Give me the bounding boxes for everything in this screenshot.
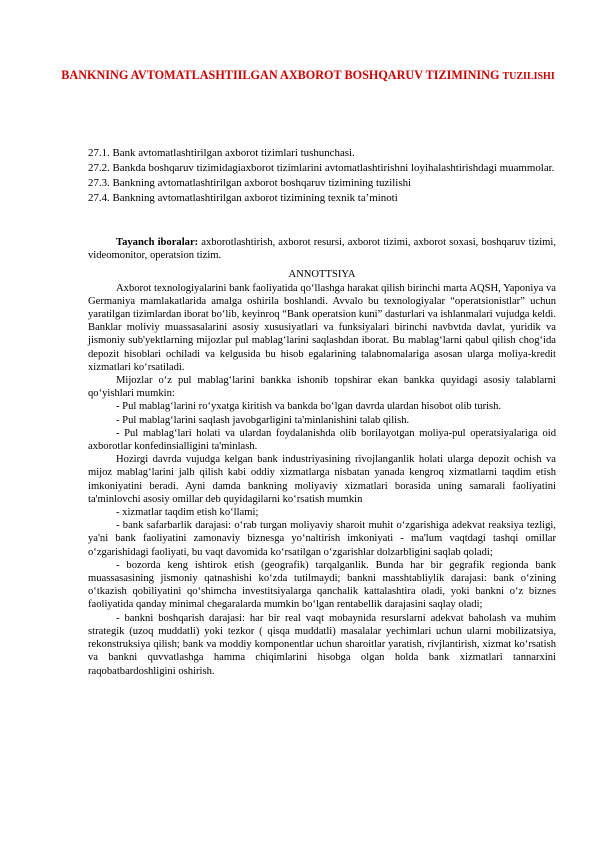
list-item: - bankni boshqarish darajasi: har bir real vaqt mobaynida resurslarni adekvat baholash va muhim strategik (uzoq muddatli) yoki tezkor ( qisqa muddatli) masalalar yechimlari uchun ularni mobilizatsiya, rekonstruksiya qilish; bank va moddiy komponentlar uchun sharoitlar yaratish, rivjlantirish, xizmat ko‘rsatish va bankni quvvatlashga hamma chiqimlarini hisobga olgan holda bank xizmatlari tannarxini raqobatbardoshligini oshirish.: [88, 612, 556, 677]
list-item: - xizmatlar taqdim etish ko‘llami;: [116, 507, 259, 519]
list-item: - bozorda keng ishtirok etish (geografik) tarqalganlik. Bunda har bir gegrafik regionda bank muassasasining jismoniy qatnashishi ko‘zda tutilmaydi; bankni masshtabliylik darajasi: bank o‘zining o‘tkazish qobiliyatini qo‘shimcha investitsiyalarga qanchalik kattalashtira oladi, yoki bankni o‘z biznes faoliyatida qanday minimal chegaralarda mumkin bo‘lgan rentabellik darajasini saqlay oladi;: [88, 559, 556, 611]
list-item: - Pul mablag‘lari holati va ulardan foydalanishda olib borilayotgan moliya-pul operatsiyalariga oid axborotlar konfedinsialligini ta'minlash.: [88, 427, 556, 453]
toc-item: 27.1. Bank avtomatlashtirilgan axborot tizimlari tushunchasi.: [88, 147, 355, 159]
toc-item: 27.3. Bankning avtomatlashtirilgan axborot boshqaruv tizimining tuzilishi: [88, 177, 412, 189]
paragraph: Axborot texnologiyalarini bank faoliyatida qo‘llashga harakat qilish birinchi marta AQSH, Yaponiya va Germaniya mamlakatlarida amalga oshirila boshlandi. Avvalo bu texnologiyalar “operatsionistlar” uchun yaratilgan tizimlardan iborat bo‘lib, keyinroq “Bank operatsion kuni” dasturlari va ishlanmalari vujudga keldi. Banklar moliviy muassasalarini asosiy xususiyatlari va funksiyalari birinchi navbvtda davlat, yuridik va jismoniy sub'yektlarning mijozlar pul mablag‘larini saqlashdan iborat. Bu mablag‘larni qabul qilish chog‘ida depozit hisoblari ochiladi va kelgusida bu hisob egalarining talabnomalariga asosan ularga moliya-kredit xizmatlari ko‘rsatiladi.: [88, 282, 556, 373]
table-of-contents: [88, 146, 556, 206]
list-item: - bank safarbarlik darajasi: o‘rab turgan moliyaviy sharoit muhit o‘zgarishiga adekvat reaksiya tezligi, ya'ni bank faoliyatini zamonaviy biznesga yo‘naltirish imkoniyati - ma'lum vaqtdagi tashqi omillar o‘zgarishidagi faoliyati, bu vaqt davomida ko‘rsatilgan o‘zgarishlar dolzarbligini saqlab qoladi;: [88, 520, 556, 558]
keywords-text: axborotlashtirish, axborot resursi, axborot tizimi, axborot soxasi, boshqaruv tizimi, videomonitor, operatsion tizim.: [88, 237, 557, 262]
paragraph: Hozirgi davrda vujudga kelgan bank industriyasining rivojlanganlik holati ularga depozit ochish va mijoz mablag‘larini jalb qilish kabi oddiy xizmatlarga nisbatan yanada kengroq xizmatlarni taqdim etish imkoniyatini beradi. Ayni damda bankning moliyaviy xizmatlari borasida uning samarali faoliyatini ta'minlovchi asosiy omillar deb quyidagilarni ko‘rsatish mumkin: [88, 454, 556, 505]
toc-item: 27.4. Bankning avtomatlashtirilgan axborot tizimining texnik ta’minoti: [88, 192, 398, 204]
title-tail: TUZILISHI: [502, 71, 555, 82]
list-item: - Pul mablag‘larini saqlash javobgarligini ta'minlanishini talab qilish.: [116, 414, 410, 426]
document-body: [88, 236, 556, 678]
title-main: BANKNING AVTOMATLASHTIILGAN AXBOROT BOSHQARUV TIZIMINING: [61, 68, 500, 82]
keywords-label: Tayanch iboralar:: [116, 237, 199, 248]
document-title: [60, 67, 556, 85]
annotation-heading: ANNOTTSIYA: [288, 269, 356, 281]
toc-item: 27.2. Bankda boshqaruv tizimidagiaxborot tizimlarini avtomatlashtirishni loyihalashtirishdagi muammolar.: [88, 162, 555, 174]
keywords-paragraph: [88, 236, 556, 262]
paragraph: Mijozlar o‘z pul mablag‘larini bankka ishonib topshirar ekan bankka quyidagi asosiy talablarni qo‘yishlari mumkin:: [88, 375, 556, 400]
list-item: - Pul mablag‘larini ro‘yxatga kiritish va bankda bo‘lgan davrda ulardan hisobot olib turish.: [116, 401, 502, 413]
